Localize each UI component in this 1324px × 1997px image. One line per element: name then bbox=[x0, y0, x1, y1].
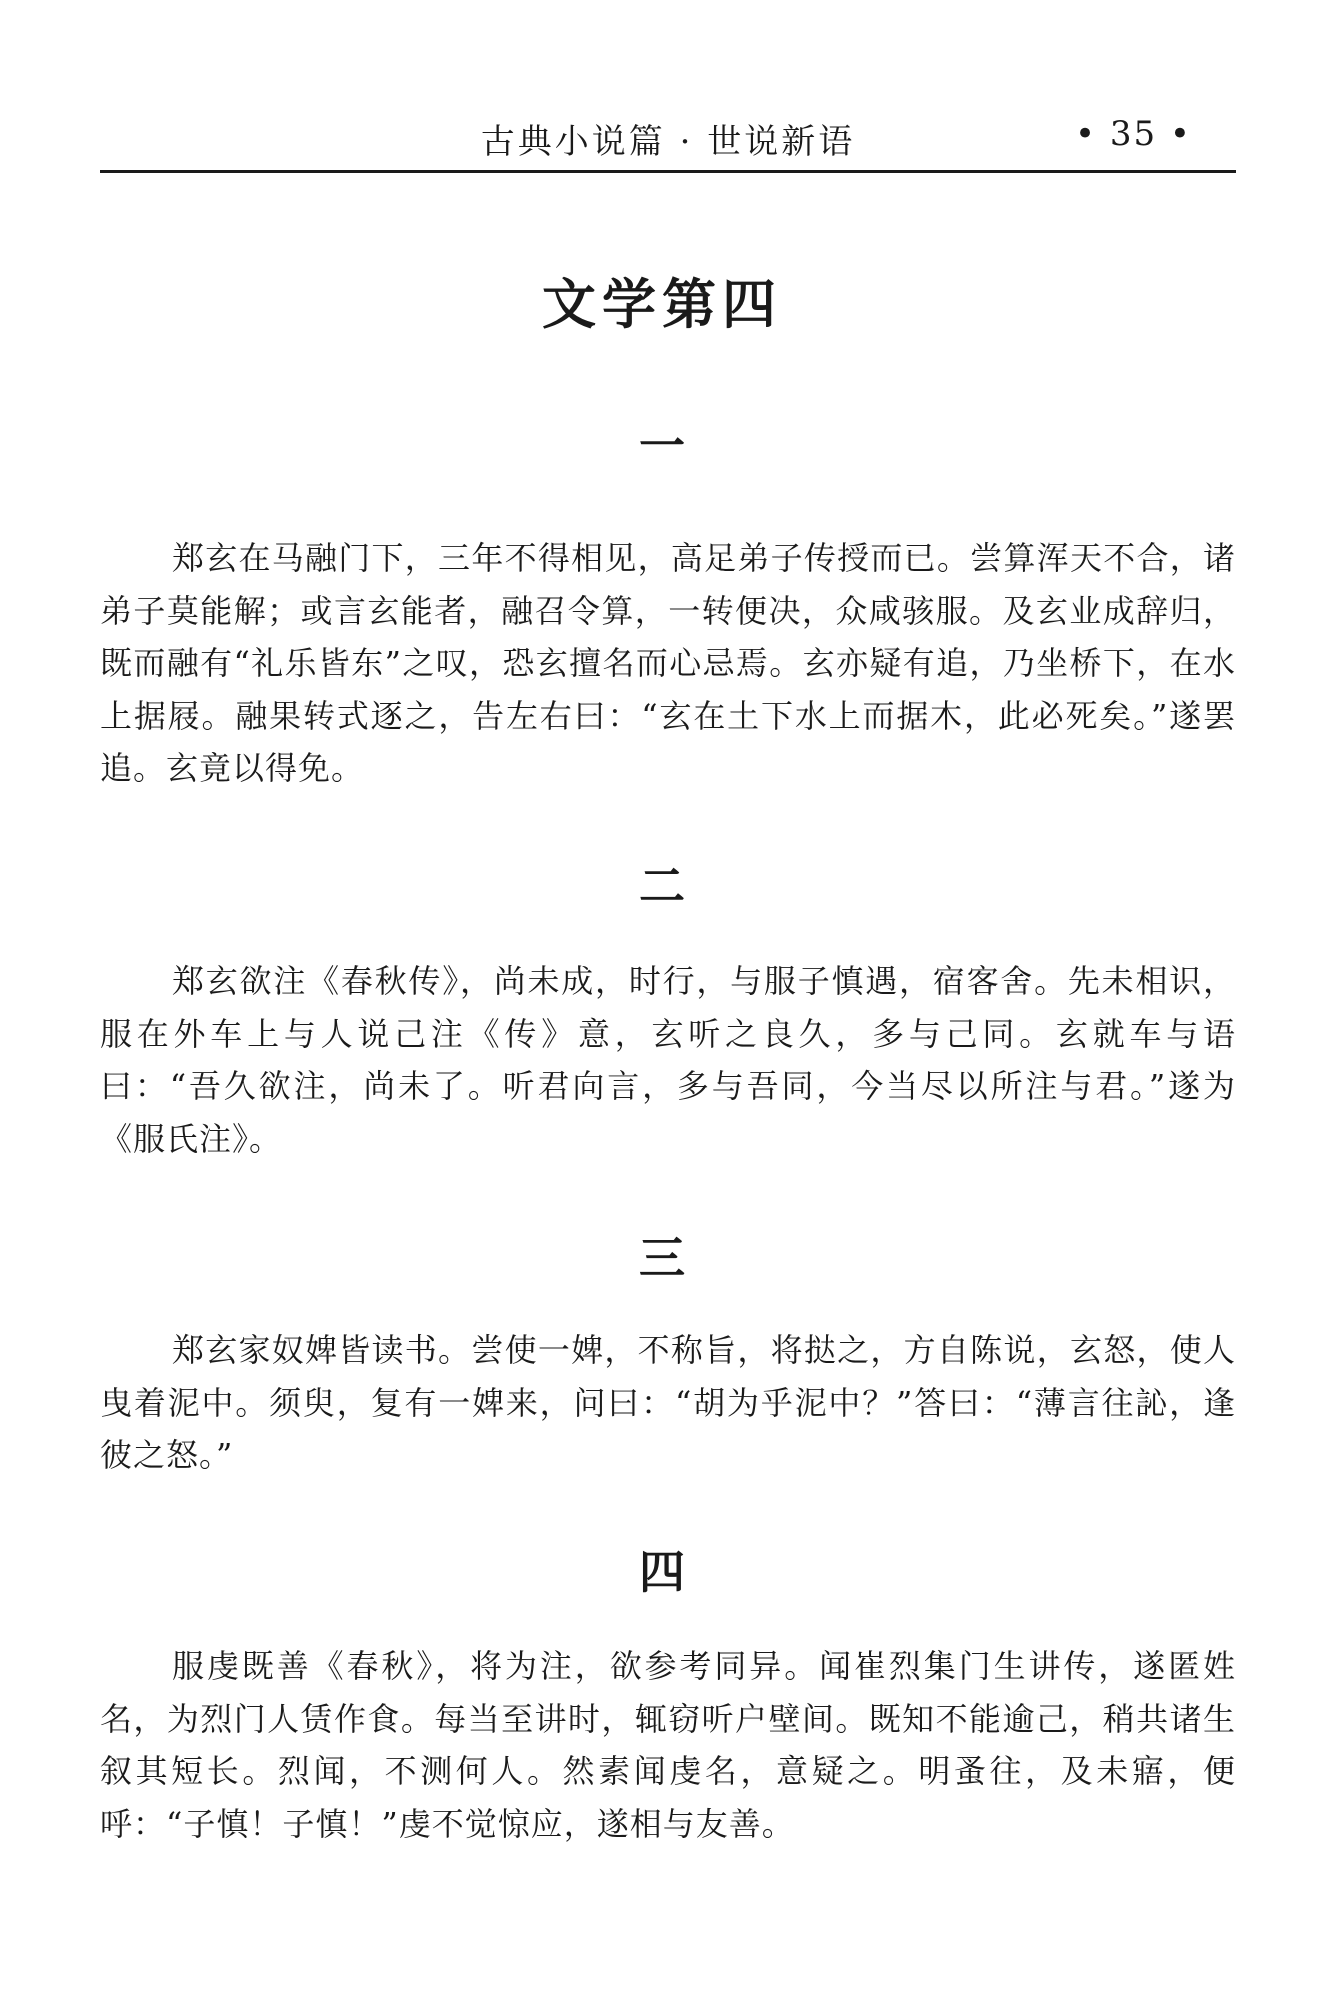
section-number-3: 三 bbox=[639, 1231, 685, 1285]
section-4-text: 服虔既善《春秋》，将为注，欲参考同异。闻崔烈集门生讲传，遂匿姓名，为烈门人赁作食。每当至讲时，辄窃听户壁间。既知不能逾己，稍共诸生叙其短长。烈闻，不测何人。然素闻虔名，意疑之。明蚤往，及未寤，便呼：“子慎！子慎！”虔不觉惊应，遂相与友善。 bbox=[100, 1647, 1236, 1843]
section-number-2: 二 bbox=[639, 859, 685, 913]
section-number-4: 四 bbox=[639, 1545, 685, 1599]
section-1-text: 郑玄在马融门下，三年不得相见，高足弟子传授而已。尝算浑天不合，诸弟子莫能解；或言玄能者，融召令算，一转便决，众咸骇服。及玄业成辞归，既而融有“礼乐皆东”之叹，恐玄擅名而心忌焉。玄亦疑有追，乃坐桥下，在水上据屐。融果转式逐之，告左右曰：“玄在土下水上而据木，此必死矣。”遂罢追。玄竟以得免。 bbox=[100, 539, 1236, 787]
section-3-text: 郑玄家奴婢皆读书。尝使一婢，不称旨，将挞之，方自陈说，玄怒，使人曳着泥中。须臾，复有一婢来，问曰：“胡为乎泥中？”答曰：“薄言往訫，逢彼之怒。” bbox=[100, 1331, 1236, 1474]
section-number-1: 一 bbox=[639, 419, 685, 473]
header-rule bbox=[100, 170, 1236, 173]
section-2-text: 郑玄欲注《春秋传》，尚未成，时行，与服子慎遇，宿客舍。先未相识，服在外车上与人说己注《传》意，玄听之良久，多与己同。玄就车与语曰：“吾久欲注，尚未了。听君向言，多与吾同，今当尽以所注与君。”遂为《服氏注》。 bbox=[100, 962, 1236, 1158]
page-number: • 35 • bbox=[1075, 114, 1192, 154]
running-header bbox=[100, 108, 1236, 168]
chapter-title: 文学第四 bbox=[542, 273, 782, 336]
header-title: 古典小说篇 · 世说新语 bbox=[480, 122, 856, 162]
